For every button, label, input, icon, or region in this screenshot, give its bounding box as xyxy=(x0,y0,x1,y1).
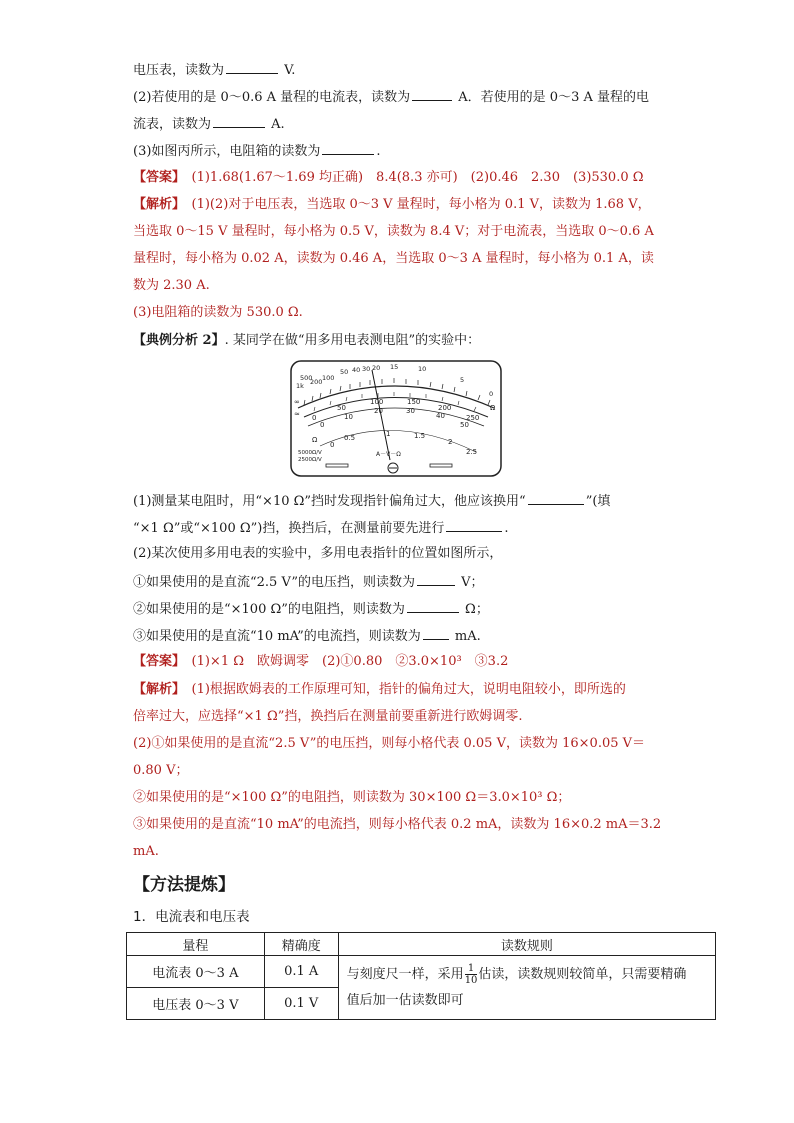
question-line xyxy=(133,113,285,135)
text: Ω； xyxy=(460,602,489,617)
multimeter-figure xyxy=(290,360,502,477)
question-line xyxy=(133,625,481,647)
answer-text: (1)×1 Ω 欧姆调零 (2)①0.80 ②3.0×10³ ③3.2 xyxy=(178,654,509,669)
rule-text: 值后加一估读数即可 xyxy=(346,992,464,1008)
question-line: (2)某次使用多用电表的实验中，多用电表指针的位置如图所示， xyxy=(133,546,503,561)
table-header: 精确度 xyxy=(264,933,338,956)
table-header-row xyxy=(127,933,716,956)
table-cell: 0.1 A xyxy=(264,956,338,988)
answer-tag: 【答案】 xyxy=(133,654,179,669)
answer-blank xyxy=(417,571,455,586)
dc-label: 10 xyxy=(344,413,353,421)
ohm-label-20: 20 xyxy=(372,364,381,372)
table-header: 读数规则 xyxy=(338,933,715,956)
dc-label: 250 xyxy=(466,414,480,422)
text: V； xyxy=(456,575,484,590)
analysis-text: 0.80 V； xyxy=(133,763,189,778)
text: ”(填 xyxy=(585,494,611,509)
ohm-label-200: 200 xyxy=(310,378,323,386)
low-label: 2 xyxy=(448,438,453,446)
dc-label: 150 xyxy=(407,398,421,406)
answer-tag: 【答案】 xyxy=(133,170,179,185)
low-label: 0 xyxy=(330,441,335,449)
analysis-text: 数为 2.30 A. xyxy=(133,278,210,293)
ohm-label-500: 500 xyxy=(300,374,313,382)
answer-text: (1)1.68(1.67～1.69 均正确) 8.4(8.3 亦可) (2)0.46 2.30 (3)530.0 Ω xyxy=(178,170,644,185)
analysis-text: 倍率过大，应选择“×1 Ω”挡，换挡后在测量前要重新进行欧姆调零. xyxy=(133,709,523,724)
table-header: 量程 xyxy=(127,933,265,956)
text: V. xyxy=(280,63,296,78)
dc-label: 50 xyxy=(337,404,346,412)
analysis-text: (2)①如果使用的是直流“2.5 V”的电压挡，则每小格代表 0.05 V，读数为 16×0.05 V＝ xyxy=(133,736,646,751)
low-label: 1.5 xyxy=(414,432,426,440)
section-title: 【方法提炼】 xyxy=(133,875,235,895)
question-line xyxy=(133,86,649,108)
low-label: 2.5 xyxy=(466,448,478,456)
analysis-text: 当选取 0～15 V 量程时，每小格为 0.5 V，读数为 8.4 V；对于电流表，当选取 0～0.6 A xyxy=(133,224,654,239)
fraction xyxy=(465,963,478,986)
dc-label: 20 xyxy=(374,407,383,415)
analysis-text: mA. xyxy=(133,844,159,859)
answer-blank xyxy=(226,59,278,74)
text: 电压表，读数为 xyxy=(133,63,225,78)
table-cell: 电压表 0～3 V xyxy=(127,988,265,1020)
text: 流表，读数为 xyxy=(133,117,212,132)
ohm-label-30: 30 xyxy=(362,365,371,373)
sensitivity-label-2: 2500Ω/V xyxy=(298,457,322,463)
analysis-text: (1)(2)对于电压表，当选取 0～3 V 量程时，每小格为 0.1 V，读数为 1.68 V， xyxy=(178,197,651,212)
table-cell: 电流表 0～3 A xyxy=(127,956,265,988)
answer-blank xyxy=(423,625,449,640)
ac-mark: ≈ xyxy=(294,410,300,418)
analysis-text: 量程时，每小格为 0.02 A，读数为 0.46 A，当选取 0～3 A 量程时，每小格为 0.1 A，读 xyxy=(133,251,654,266)
ohm-label-50: 50 xyxy=(340,368,349,376)
answer-line xyxy=(133,652,508,672)
text: A．若使用的是 0～3 A 量程的电 xyxy=(454,90,650,105)
text: (1)测量某电阻时，用“×10 Ω”挡时发现指针偏角过大，他应该换用“ xyxy=(133,494,526,509)
sensitivity-label-1: 5000Ω/V xyxy=(298,450,322,456)
text: (3)如图丙所示，电阻箱的读数为 xyxy=(133,144,321,159)
text: . xyxy=(376,144,381,159)
answer-blank xyxy=(213,113,265,128)
question-line xyxy=(133,517,509,539)
analysis-tag: 【解析】 xyxy=(133,197,179,212)
analysis-text: ③如果使用的是直流“10 mA”的电流挡，则每小格代表 0.2 mA，读数为 16×0.2 mA＝3.2 xyxy=(133,817,662,832)
text: (2)若使用的是 0～0.6 A 量程的电流表，读数为 xyxy=(133,90,411,105)
answer-blank xyxy=(322,140,374,155)
dc-label: 100 xyxy=(370,398,384,406)
rule-text: 估读，读数规则较简单，只需要精确 xyxy=(478,966,687,982)
reading-rules-table xyxy=(126,932,716,1020)
analysis-text: (1)根据欧姆表的工作原理可知，指针的偏角过大，说明电阻较小，即所选的 xyxy=(178,682,626,697)
ohm-label-10: 10 xyxy=(418,365,427,373)
text: A. xyxy=(267,117,285,132)
fraction-numerator: 1 xyxy=(465,963,478,975)
analysis-text: ②如果使用的是“×100 Ω”的电阻挡，则读数为 30×100 Ω＝3.0×10³ Ω； xyxy=(133,790,571,805)
dc-label: 0 xyxy=(312,414,317,422)
ohm-label-1k: 1k xyxy=(296,382,304,390)
table-cell: 0.1 V xyxy=(264,988,338,1020)
dc-label: 50 xyxy=(460,421,469,429)
ohm-label-0: 0 xyxy=(489,390,494,398)
low-label: 1 xyxy=(386,430,391,438)
table-row xyxy=(127,956,716,988)
dc-label: 200 xyxy=(438,404,452,412)
analysis-tag: 【解析】 xyxy=(133,682,179,697)
analysis-text: (3)电阻箱的读数为 530.0 Ω. xyxy=(133,305,303,320)
answer-blank xyxy=(407,598,459,613)
dc-label: 30 xyxy=(406,407,415,415)
text: “×1 Ω”或“×100 Ω”)挡，换挡后，在测量前要先进行 xyxy=(133,521,445,536)
question-line xyxy=(133,59,295,81)
ohm-symbol: Ω xyxy=(490,404,496,412)
mode-label: A－V－Ω xyxy=(376,451,401,458)
question-line xyxy=(133,598,489,620)
fraction-denominator: 10 xyxy=(464,974,478,986)
infinity-mark: ∞ xyxy=(294,398,300,406)
dc-label: 0 xyxy=(320,421,325,429)
analysis-line xyxy=(133,680,626,700)
text: mA. xyxy=(450,629,481,644)
answer-line xyxy=(133,168,644,188)
question-line xyxy=(133,571,484,593)
question-line xyxy=(133,490,610,512)
rule-cell xyxy=(338,956,715,1020)
example-text: . 某同学在做“用多用电表测电阻”的实验中： xyxy=(224,333,481,348)
subsection-title: 1．电流表和电压表 xyxy=(133,909,250,925)
analysis-line xyxy=(133,195,651,215)
rule-text: 与刻度尺一样，采用 xyxy=(346,966,464,982)
ohm-label-100: 100 xyxy=(322,374,335,382)
text: ①如果使用的是直流“2.5 V”的电压挡，则读数为 xyxy=(133,575,415,590)
answer-blank xyxy=(528,490,584,505)
question-line xyxy=(133,140,381,162)
answer-blank xyxy=(412,86,452,101)
example-tag: 【典例分析 2】 xyxy=(133,333,225,348)
ohm-label-5: 5 xyxy=(460,376,465,384)
answer-blank xyxy=(446,517,502,532)
tiny-ohm: Ω xyxy=(312,436,318,444)
dc-label: 40 xyxy=(436,412,445,420)
low-label: 0.5 xyxy=(344,434,356,442)
text: . xyxy=(504,521,509,536)
text: ③如果使用的是直流“10 mA”的电流挡，则读数为 xyxy=(133,629,421,644)
text: ②如果使用的是“×100 Ω”的电阻挡，则读数为 xyxy=(133,602,405,617)
example-heading xyxy=(133,331,480,351)
ohm-label-15: 15 xyxy=(390,363,399,371)
ohm-label-40: 40 xyxy=(352,366,361,374)
